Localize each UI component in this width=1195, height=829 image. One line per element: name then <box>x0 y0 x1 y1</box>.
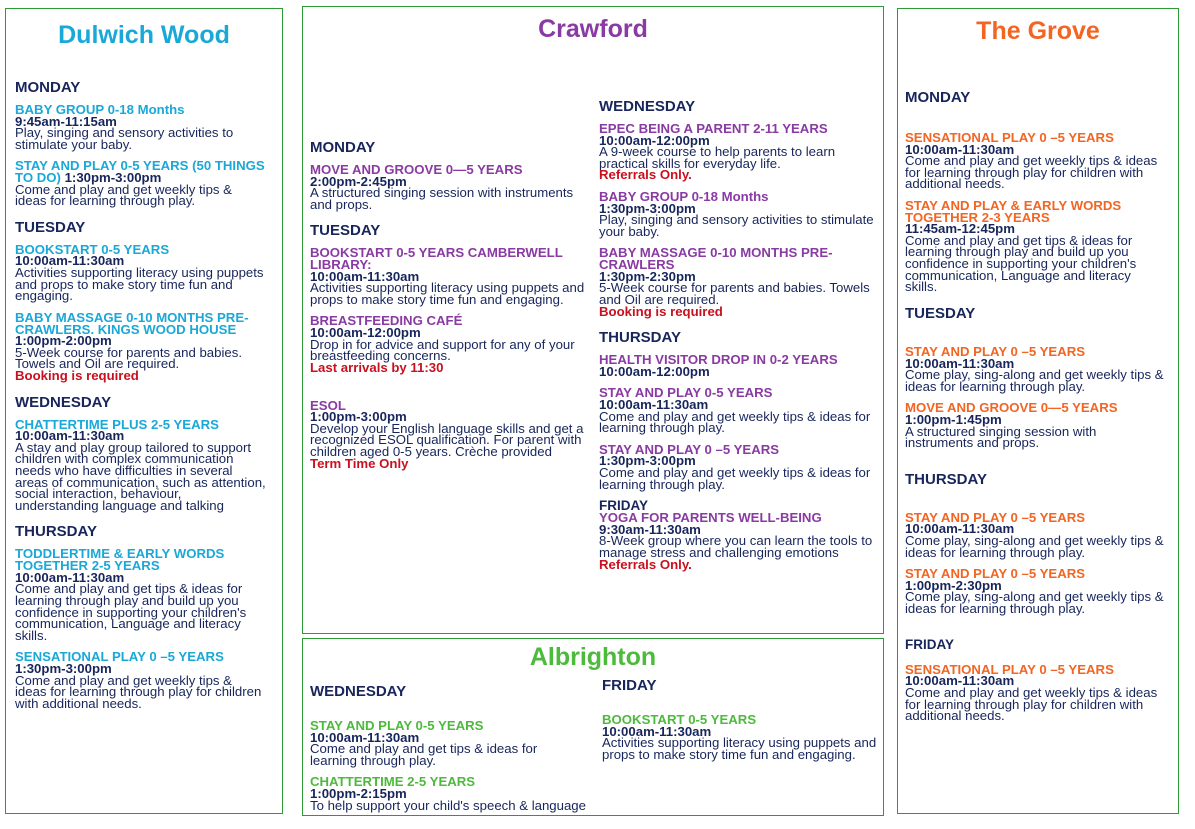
session-title: TODDLERTIME & EARLY WORDS TOGETHER 2-5 YEARS <box>15 546 225 574</box>
day-heading: MONDAY <box>310 139 376 156</box>
session-title: STAY AND PLAY 0-5 YEARS <box>599 385 773 401</box>
session-time: 1:00pm-2:30pm <box>905 577 1002 593</box>
session-title: SENSATIONAL PLAY 0 –5 YEARS <box>15 649 224 665</box>
session-time: 10:00am-11:30am <box>905 141 1015 157</box>
session-title: MOVE AND GROOVE 0—5 YEARS <box>905 400 1118 416</box>
session-title: YOGA FOR PARENTS WELL-BEING <box>599 510 822 526</box>
session-title: CHATTERTIME 2-5 YEARS <box>310 774 476 790</box>
session-description: Come and play and get weekly tips & ideas for learning through play for children with additional needs. <box>905 684 1158 724</box>
session-description: Activities supporting literacy using puppets and props to make story time fun and engaging. <box>15 265 264 304</box>
session-entry <box>310 164 586 210</box>
session-description: Come and play and get weekly tips & ideas for learning through play. <box>15 181 232 209</box>
session-time: 10:00am-11:30am <box>905 355 1015 371</box>
day-heading: FRIDAY <box>599 498 649 514</box>
session-time: 10:00am-11:30am <box>905 673 1015 689</box>
session-entry <box>15 651 267 709</box>
session-description: Develop your English language skills and get a recognized ESOL qualification. For parent with children aged 0-5 years. Crèche provided <box>310 420 584 459</box>
session-description: Activities supporting literacy using puppets and props to make story time fun and engaging. <box>310 280 585 307</box>
session-description: Come and play and get weekly tips & ideas for learning through play for children with additional needs. <box>905 153 1158 192</box>
session-description: Play, singing and sensory activities to stimulate your baby. <box>599 212 874 239</box>
session-time: 10:00am-12:00pm <box>599 363 710 379</box>
session-time: 10:00am-11:30am <box>15 253 125 269</box>
session-entry <box>602 714 878 760</box>
panel-title: Crawford <box>538 15 648 43</box>
session-title: STAY AND PLAY 0 –5 YEARS <box>599 441 780 457</box>
session-title: ESOL <box>310 397 346 413</box>
session-description: Come play, sing-along and get weekly tips & ideas for learning through play. <box>905 367 1164 394</box>
session-title: SENSATIONAL PLAY 0 –5 YEARS <box>905 130 1114 145</box>
session-time: 1:00pm-2:00pm <box>15 333 112 349</box>
session-entry <box>599 123 875 181</box>
session-title-text: STAY AND PLAY 0-5 YEARS (50 THINGS TO DO) <box>15 158 265 186</box>
session-entry <box>310 247 586 305</box>
schedule-column-right <box>599 86 875 580</box>
session-title: CHATTERTIME PLUS 2-5 YEARS <box>15 416 219 432</box>
day-heading: TUESDAY <box>15 218 86 236</box>
session-description: A structured singing session with instruments and props. <box>905 423 1097 451</box>
session-entry <box>599 500 875 570</box>
day-heading: TUESDAY <box>310 222 381 240</box>
session-title: STAY AND PLAY 0 –5 YEARS <box>905 566 1086 582</box>
panel-title: Albrighton <box>529 643 657 671</box>
schedule-column <box>15 67 267 719</box>
session-title: STAY AND PLAY & EARLY WORDS TOGETHER 2-3 YEARS <box>905 198 1122 225</box>
session-note: Last arrivals by 11:30 <box>310 359 444 375</box>
session-title: MOVE AND GROOVE 0—5 YEARS <box>310 162 523 177</box>
session-time: 10:00am-11:30am <box>15 569 125 585</box>
session-entry <box>15 158 267 209</box>
session-description: Come and play and get weekly tips & ideas for learning through play. <box>599 408 871 436</box>
session-time: 10:00am-12:00pm <box>599 132 710 148</box>
session-description: Activities supporting literacy using puppets and props to make story time fun and engaging. <box>602 735 877 762</box>
session-title: HEALTH VISITOR DROP IN 0-2 YEARS <box>599 352 838 368</box>
session-description: 8-Week group where you can learn the tools to manage stress and challenging emotions <box>599 533 873 560</box>
session-description: 5-Week course for parents and babies. Towels and Oil are required. <box>15 344 243 372</box>
session-title: BOOKSTART 0-5 YEARS <box>602 712 757 727</box>
day-heading: THURSDAY <box>599 329 681 347</box>
session-title: EPEC BEING A PARENT 2-11 YEARS <box>599 121 828 136</box>
session-entry <box>905 400 1165 451</box>
session-title: BABY MASSAGE 0-10 MONTHS PRE-CRAWLERS <box>599 245 833 273</box>
session-title: STAY AND PLAY 0-5 YEARS <box>310 718 484 733</box>
session-entry <box>15 548 267 641</box>
session-time: 10:00am-11:30am <box>310 268 420 284</box>
day-heading: WEDNESDAY <box>599 98 696 115</box>
day-heading: WEDNESDAY <box>15 393 112 411</box>
session-entry <box>310 776 586 811</box>
session-time: 10:00am-11:30am <box>310 729 420 745</box>
session-description: Drop in for advice and support for any of your breastfeeding concerns. <box>310 336 575 364</box>
session-entry <box>599 385 875 436</box>
session-entry <box>905 661 1165 724</box>
session-note: Referrals Only. <box>599 556 692 572</box>
the-grove-panel <box>897 8 1179 814</box>
session-time: 11:45am-12:45pm <box>905 221 1015 237</box>
day-heading: TUESDAY <box>905 304 976 322</box>
panel-title: The Grove <box>976 17 1100 45</box>
session-note: Term Time Only <box>310 455 409 471</box>
session-description: A stay and play group tailored to support children with complex communication needs who have difficulties in several areas of communication, such as attention, social interaction, behaviour, understanding language and talking <box>15 439 266 513</box>
crawford-panel <box>302 6 884 634</box>
session-description: Come and play and get weekly tips & ideas for learning through play for children with additional needs. <box>15 672 262 711</box>
session-entry <box>310 315 586 373</box>
session-description: Come play, sing-along and get weekly tips & ideas for learning through play. <box>905 533 1164 560</box>
session-title: STAY AND PLAY 0 –5 YEARS <box>905 509 1086 525</box>
session-entry <box>15 241 267 304</box>
panel-title: Dulwich Wood <box>58 21 230 49</box>
session-time: 1:30pm-3:00pm <box>15 660 112 676</box>
session-entry <box>905 343 1165 394</box>
session-title <box>15 158 267 186</box>
day-heading: THURSDAY <box>905 470 987 488</box>
session-time: 1:30pm-3:00pm <box>599 200 696 216</box>
session-time: 10:00am-11:30am <box>599 396 709 412</box>
session-note: Referrals Only. <box>599 167 692 183</box>
session-note: Booking is required <box>599 303 723 319</box>
session-description: A structured singing session with instruments and props. <box>310 185 574 212</box>
session-description: 5-Week course for parents and babies. Towels and Oil are required. <box>599 280 870 307</box>
session-time: 10:00am-11:30am <box>905 521 1015 537</box>
session-time: 10:00am-11:30am <box>602 723 712 739</box>
schedule-column <box>905 77 1165 732</box>
session-time: 1:30pm-3:00pm <box>64 170 162 186</box>
session-entry <box>599 441 875 492</box>
session-title: BABY MASSAGE 0-10 MONTHS PRE-CRAWLERS. KINGS WOOD HOUSE <box>15 309 249 337</box>
session-entry <box>599 191 875 237</box>
session-description: Come and play and get tips & ideas for learning through play and build up you confidence in supporting your children's communication, Language and literacy skills. <box>15 581 247 643</box>
schedule-column-left <box>310 127 586 479</box>
session-note: Booking is required <box>15 367 139 383</box>
day-heading: MONDAY <box>905 89 971 106</box>
schedule-column-right <box>602 665 878 770</box>
schedule-column-left <box>310 671 586 816</box>
session-time: 1:00pm-3:00pm <box>310 409 407 425</box>
session-time: 9:30am-11:30am <box>599 521 701 537</box>
session-time: 1:30pm-2:30pm <box>599 268 696 284</box>
session-time: 10:00am-12:00pm <box>310 325 421 341</box>
session-entry <box>905 566 1165 617</box>
session-entry <box>905 200 1165 293</box>
session-description: Come and play and get tips & ideas for learning through play and build up you confidence in supporting your children's communication, Language and literacy skills. <box>905 232 1137 295</box>
day-heading: MONDAY <box>15 79 81 96</box>
session-entry <box>310 397 586 471</box>
session-entry <box>310 720 586 766</box>
day-heading: THURSDAY <box>15 523 97 541</box>
session-entry <box>599 247 875 317</box>
day-heading: FRIDAY <box>905 636 955 652</box>
session-entry <box>905 132 1165 190</box>
albrighton-panel <box>302 638 884 816</box>
session-entry <box>599 354 875 377</box>
session-title: BOOKSTART 0-5 YEARS <box>15 241 170 257</box>
session-description: Come play, sing-along and get weekly tips & ideas for learning through play. <box>905 589 1164 617</box>
session-description: Come and play and get tips & ideas for learning through play. <box>310 741 538 768</box>
session-title: BABY GROUP 0-18 Months <box>15 102 185 117</box>
session-title: BREASTFEEDING CAFÉ <box>310 313 463 329</box>
dulwich-wood-panel <box>5 8 283 814</box>
session-title: BOOKSTART 0-5 YEARS CAMBERWELL LIBRARY: <box>310 245 563 273</box>
session-time: 10:00am-11:30am <box>15 428 125 444</box>
session-description: Come and play and get weekly tips & ideas for learning through play. <box>599 465 871 492</box>
session-time: 2:00pm-2:45pm <box>310 173 407 189</box>
session-description: To help support your child's speech & language <box>310 797 586 813</box>
session-description: Play, singing and sensory activities to stimulate your baby. <box>15 125 234 152</box>
session-time: 1:00pm-1:45pm <box>905 411 1002 427</box>
session-entry <box>905 509 1165 560</box>
session-description: A 9-week course to help parents to learn practical skills for everyday life. <box>599 144 836 171</box>
session-title: STAY AND PLAY 0 –5 YEARS <box>905 343 1086 359</box>
session-time: 1:30pm-3:00pm <box>599 453 696 469</box>
session-entry <box>15 416 267 513</box>
session-time: 1:00pm-2:15pm <box>310 786 407 802</box>
session-title: BABY GROUP 0-18 Months <box>599 189 769 205</box>
session-title: SENSATIONAL PLAY 0 –5 YEARS <box>905 661 1114 677</box>
day-heading: WEDNESDAY <box>310 683 407 700</box>
session-entry <box>15 104 267 150</box>
day-heading: FRIDAY <box>602 677 657 694</box>
session-time: 9:45am-11:15am <box>15 113 117 129</box>
session-entry <box>15 309 267 383</box>
